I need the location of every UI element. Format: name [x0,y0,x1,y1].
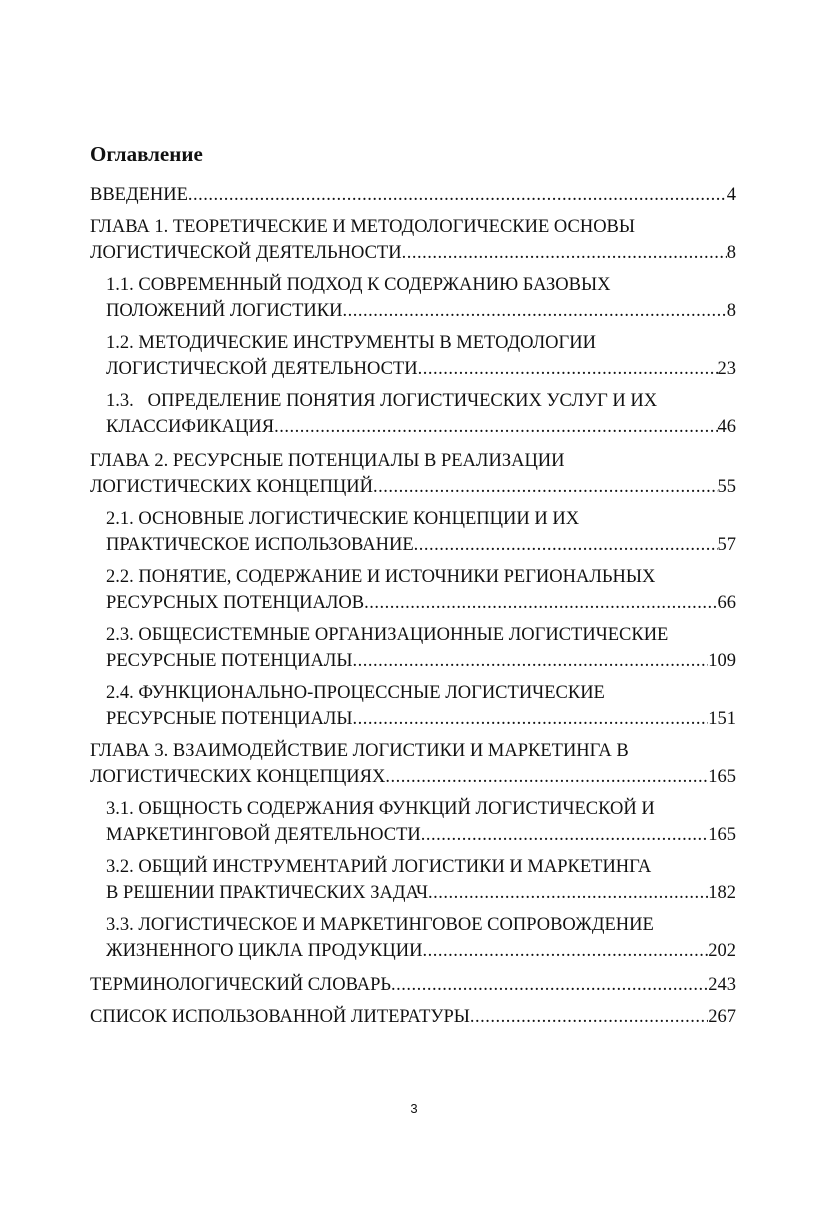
toc-entry-title-cont: ЖИЗНЕННОГО ЦИКЛА ПРОДУКЦИИ [106,941,423,961]
toc-page-number: 8 [726,243,736,263]
toc-entry-title: ТЕРМИНОЛОГИЧЕСКИЙ СЛОВАРЬ [90,975,392,995]
toc-leader-dots [470,1004,708,1030]
toc-entry-title-cont: РЕСУРСНЫЕ ПОТЕНЦИАЛЫ [106,651,353,671]
toc-page-number: 165 [708,825,736,845]
toc-page-number: 4 [726,185,736,205]
toc-entry-title-cont: МАРКЕТИНГОВОЙ ДЕЯТЕЛЬНОСТИ [106,825,421,845]
toc-entry-title: 3.1. ОБЩНОСТЬ СОДЕРЖАНИЯ ФУНКЦИЙ ЛОГИСТИЧЕСКОЙ И [106,799,655,819]
toc-entry-title: 1.2. МЕТОДИЧЕСКИЕ ИНСТРУМЕНТЫ В МЕТОДОЛОГИИ [106,333,596,353]
toc-leader-dots [402,240,727,266]
toc-entry-chapter-3[interactable] [90,738,736,790]
toc-leader-dots [353,706,709,732]
toc-entry-title: ВВЕДЕНИЕ [90,185,188,205]
toc-leader-dots [421,822,708,848]
toc-entry-introduction[interactable] [90,182,736,208]
toc-entry-title-cont: ЛОГИСТИЧЕСКОЙ ДЕЯТЕЛЬНОСТИ [90,243,402,263]
toc-page-number: 8 [726,301,736,321]
toc-entry-title-cont: В РЕШЕНИИ ПРАКТИЧЕСКИХ ЗАДАЧ [106,883,429,903]
toc-page-number: 66 [717,593,736,613]
toc-leader-dots [343,298,727,324]
toc-entry-title: ГЛАВА 3. ВЗАИМОДЕЙСТВИЕ ЛОГИСТИКИ И МАРКЕТИНГА В [90,741,629,761]
toc-page-number: 202 [708,941,736,961]
toc-page-number: 46 [717,417,736,437]
toc-page-number: 23 [717,359,736,379]
toc-entry-title: 3.2. ОБЩИЙ ИНСТРУМЕНТАРИЙ ЛОГИСТИКИ И МАРКЕТИНГА [106,857,652,877]
toc-entry-title-cont: ЛОГИСТИЧЕСКИХ КОНЦЕПЦИЯХ [90,767,386,787]
toc-entry-title: 2.2. ПОНЯТИЕ, СОДЕРЖАНИЕ И ИСТОЧНИКИ РЕГИОНАЛЬНЫХ [106,567,656,587]
toc-page-number: 55 [717,477,736,497]
toc-entry-title: 3.3. ЛОГИСТИЧЕСКОЕ И МАРКЕТИНГОВОЕ СОПРОВОЖДЕНИЕ [106,915,654,935]
toc-leader-dots [373,474,717,500]
toc-entry-bibliography[interactable] [90,1004,736,1030]
toc-entry-title: 2.3. ОБЩЕСИСТЕМНЫЕ ОРГАНИЗАЦИОННЫЕ ЛОГИСТИЧЕСКИЕ [106,625,669,645]
toc-entry-chapter-2[interactable] [90,448,736,500]
toc-entry-section-2-1[interactable] [106,506,736,558]
toc-entry-section-2-2[interactable] [106,564,736,616]
toc-page-number: 151 [708,709,736,729]
toc-entry-title: 2.4. ФУНКЦИОНАЛЬНО-ПРОЦЕССНЫЕ ЛОГИСТИЧЕСКИЕ [106,683,605,703]
toc-entry-glossary[interactable] [90,972,736,998]
toc-leader-dots [364,590,717,616]
toc-entry-title: 1.3. ОПРЕДЕЛЕНИЕ ПОНЯТИЯ ЛОГИСТИЧЕСКИХ УСЛУГ И ИХ [106,391,658,411]
toc-entry-title: СПИСОК ИСПОЛЬЗОВАННОЙ ЛИТЕРАТУРЫ [90,1007,470,1027]
toc-entry-title-cont: КЛАССИФИКАЦИЯ [106,417,275,437]
toc-leader-dots [274,414,717,440]
toc-entry-section-2-3[interactable] [106,622,736,674]
toc-page-number: 165 [708,767,736,787]
toc-page-number: 109 [708,651,736,671]
toc-entry-section-1-2[interactable] [106,330,736,382]
toc-page-number: 267 [708,1007,736,1027]
toc-entry-section-2-4[interactable] [106,680,736,732]
toc-page-number: 57 [717,535,736,555]
toc-entry-title: 2.1. ОСНОВНЫЕ ЛОГИСТИЧЕСКИЕ КОНЦЕПЦИИ И ИХ [106,509,580,529]
toc-leader-dots [391,972,708,998]
toc-page-number: 243 [708,975,736,995]
toc-title: Оглавление [90,142,203,166]
toc-entry-title: ГЛАВА 2. РЕСУРСНЫЕ ПОТЕНЦИАЛЫ В РЕАЛИЗАЦИИ [90,451,565,471]
toc-entry-section-3-2[interactable] [106,854,736,906]
toc-leader-dots [188,182,727,208]
toc-entry-title: 1.1. СОВРЕМЕННЫЙ ПОДХОД К СОДЕРЖАНИЮ БАЗОВЫХ [106,275,611,295]
toc-entry-title-cont: РЕСУРСНЫЕ ПОТЕНЦИАЛЫ [106,709,353,729]
toc-leader-dots [414,532,718,558]
toc-page-number: 182 [708,883,736,903]
toc-entry-title-cont: ЛОГИСТИЧЕСКИХ КОНЦЕПЦИЙ [90,477,374,497]
toc-leader-dots [418,356,718,382]
toc-leader-dots [353,648,709,674]
toc-entry-title-cont: ПРАКТИЧЕСКОЕ ИСПОЛЬЗОВАНИЕ [106,535,414,555]
toc-leader-dots [385,764,708,790]
toc-entry-title: ГЛАВА 1. ТЕОРЕТИЧЕСКИЕ И МЕТОДОЛОГИЧЕСКИЕ ОСНОВЫ [90,217,636,237]
toc-entry-title-cont: ЛОГИСТИЧЕСКОЙ ДЕЯТЕЛЬНОСТИ [106,359,418,379]
toc-entry-section-1-1[interactable] [106,272,736,324]
toc-entry-section-3-1[interactable] [106,796,736,848]
toc-entry-title-cont: РЕСУРСНЫХ ПОТЕНЦИАЛОВ [106,593,365,613]
toc-leader-dots [422,938,708,964]
toc-leader-dots [428,880,708,906]
page-number: 3 [410,1101,418,1116]
toc-entry-chapter-1[interactable] [90,214,736,266]
toc-entry-section-1-3[interactable] [106,388,736,440]
toc-entry-section-3-3[interactable] [106,912,736,964]
toc-entry-title-cont: ПОЛОЖЕНИЙ ЛОГИСТИКИ [106,301,343,321]
